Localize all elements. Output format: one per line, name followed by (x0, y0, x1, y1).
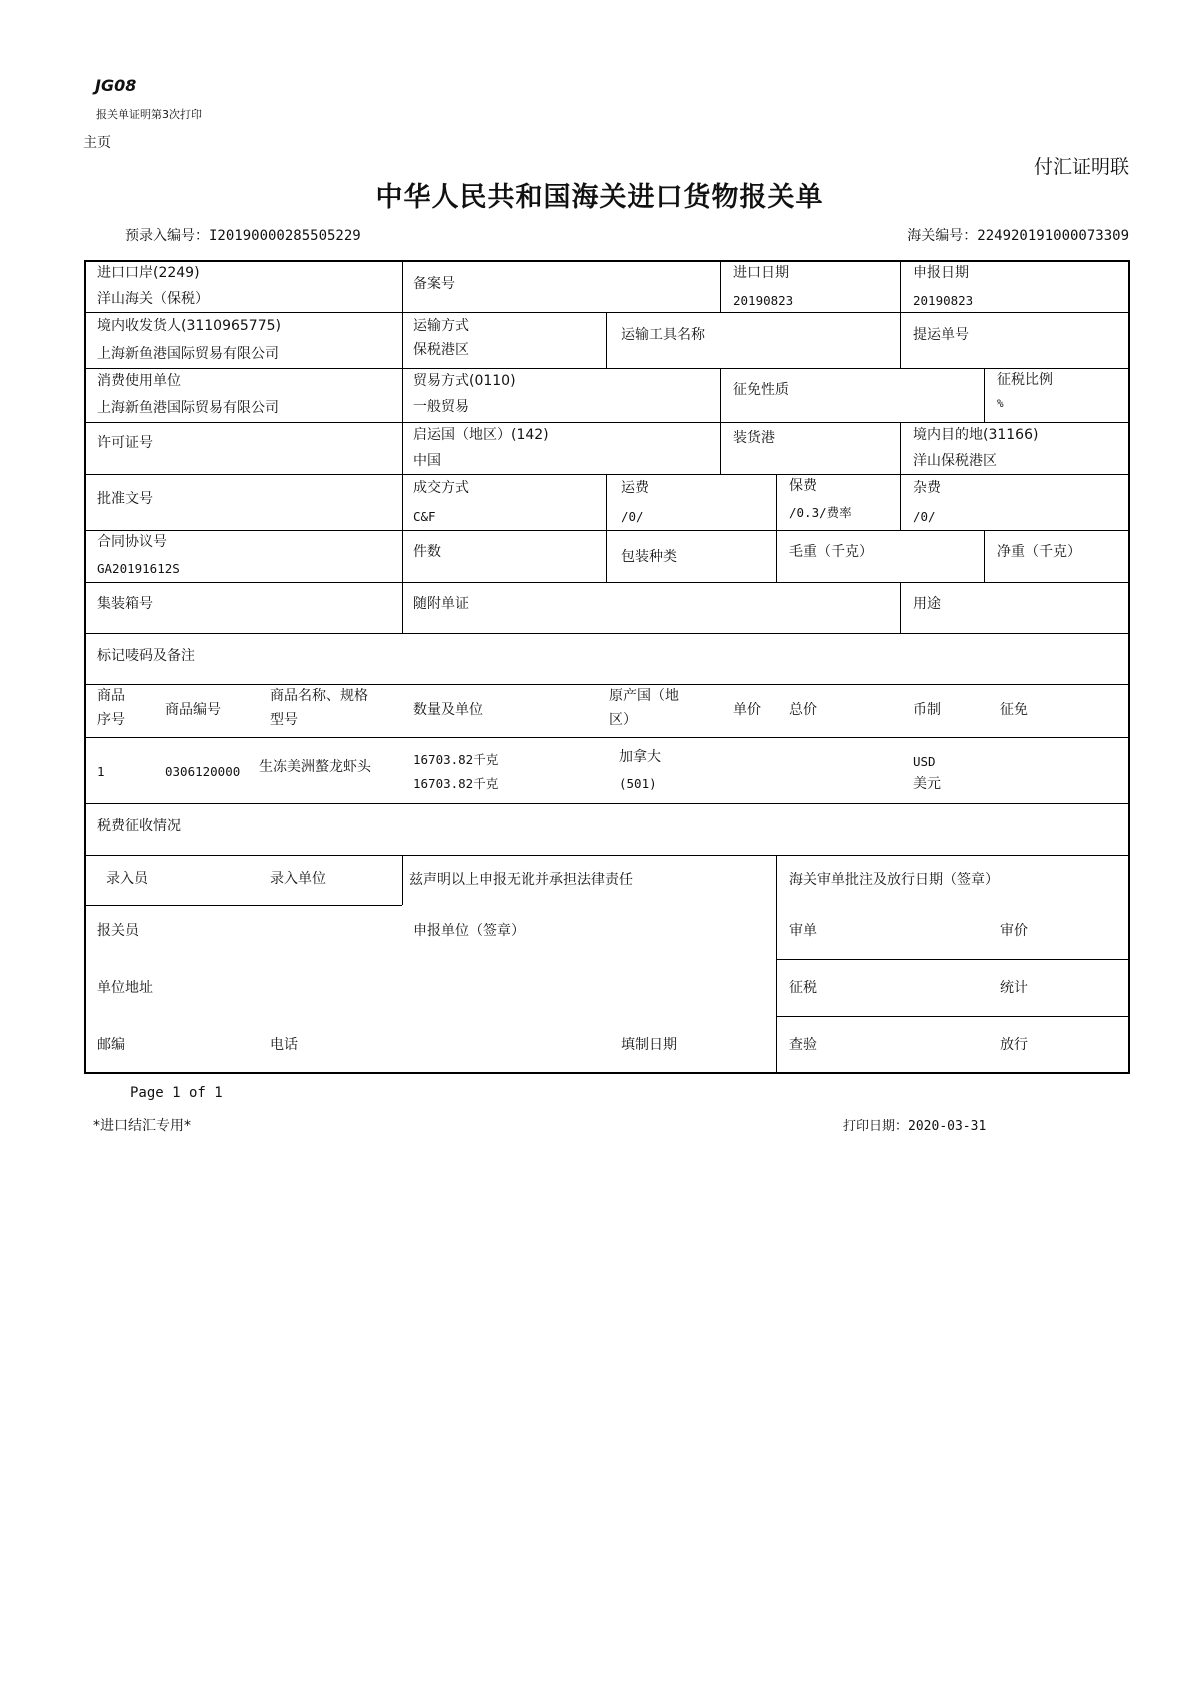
declare-date-value: 20190823 (913, 293, 974, 308)
net-weight-label: 净重（千克） (997, 544, 1081, 560)
entry-unit-label: 录入单位 (270, 871, 326, 887)
review-label: 审单 (789, 923, 817, 939)
insurance-label: 保费 (789, 478, 817, 494)
goods-currency-1: USD (913, 754, 936, 769)
goods-code: 0306120000 (165, 764, 241, 779)
gross-weight-label: 毛重（千克） (789, 544, 873, 560)
goods-header-seq-1: 商品 (97, 688, 125, 704)
customs-approval-label: 海关审单批注及放行日期（签章） (789, 872, 999, 888)
print-date (843, 1115, 986, 1135)
import-date-label: 进口日期 (733, 265, 789, 281)
print-date-label: 打印日期： (843, 1119, 909, 1134)
port-value: 洋山海关（保税） (97, 291, 209, 307)
phone-label: 电话 (270, 1037, 298, 1053)
pre-entry-label: 预录入编号： (125, 228, 209, 244)
tax-ratio-label: 征税比例 (997, 372, 1053, 388)
consumer-label: 消费使用单位 (97, 373, 181, 389)
print-date-value: 2020-03-31 (908, 1119, 987, 1134)
goods-origin-1: 加拿大 (619, 749, 661, 765)
loading-port-label: 装货港 (733, 430, 775, 446)
home-link[interactable]: 主页 (83, 135, 111, 151)
exemption-label: 征免性质 (733, 382, 789, 398)
fill-date-label: 填制日期 (621, 1037, 677, 1053)
customs-no-value: 224920191000073309 (977, 228, 1129, 244)
customs-number (907, 225, 1129, 245)
goods-header-origin-2: 区） (609, 712, 637, 728)
deal-label: 成交方式 (413, 480, 469, 496)
freight-value: /0/ (621, 509, 644, 524)
goods-seq: 1 (97, 764, 105, 779)
page-title: 中华人民共和国海关进口货物报关单 (375, 182, 824, 213)
goods-header-levy: 征免 (1000, 702, 1028, 718)
page-indicator: Page 1 of 1 (130, 1085, 223, 1101)
freight-label: 运费 (621, 480, 649, 496)
goods-header-total-price: 总价 (789, 702, 817, 718)
pieces-label: 件数 (413, 544, 441, 560)
goods-currency-2: 美元 (913, 776, 941, 792)
consignee-value: 上海新鱼港国际贸易有限公司 (97, 346, 279, 362)
misc-label: 杂费 (913, 480, 941, 496)
docs-label: 随附单证 (413, 596, 469, 612)
footer-note: *进口结汇专用* (93, 1118, 191, 1134)
declaration-statement: 兹声明以上申报无讹并承担法律责任 (409, 872, 633, 888)
form-code: JG08 (95, 76, 137, 95)
print-count: 报关单证明第3次打印 (96, 108, 202, 121)
import-date-value: 20190823 (733, 293, 794, 308)
goods-qty-2: 16703.82千克 (413, 776, 499, 791)
pre-entry-value: I20190000285505229 (209, 228, 361, 244)
misc-value: /0/ (913, 509, 936, 524)
address-label: 单位地址 (97, 980, 153, 996)
bill-label: 提运单号 (913, 327, 969, 343)
vehicle-label: 运输工具名称 (621, 327, 705, 343)
origin-country-label: 启运国（地区）(142) (413, 427, 549, 443)
declarant-label: 报关员 (97, 923, 139, 939)
declare-unit-label: 申报单位（签章） (413, 923, 525, 939)
declare-date-label: 申报日期 (913, 265, 969, 281)
consignee-label: 境内收发货人(3110965775) (97, 318, 281, 334)
insurance-value: /0.3/费率 (789, 505, 852, 520)
goods-header-qty: 数量及单位 (413, 702, 483, 718)
trade-label: 贸易方式(0110) (413, 373, 516, 389)
goods-header-origin-1: 原产国（地 (609, 688, 679, 704)
destination-value: 洋山保税港区 (913, 453, 997, 469)
inspect-label: 查验 (789, 1037, 817, 1053)
transport-value: 保税港区 (413, 342, 469, 358)
record-label: 备案号 (413, 276, 455, 292)
entry-clerk-label: 录入员 (106, 871, 148, 887)
contract-label: 合同协议号 (97, 534, 167, 550)
contract-value: GA20191612S (97, 561, 180, 576)
customs-no-label: 海关编号： (907, 228, 978, 244)
declaration-form (84, 260, 1130, 1074)
stats-label: 统计 (1000, 980, 1028, 996)
port-label: 进口口岸(2249) (97, 265, 200, 281)
goods-qty-1: 16703.82千克 (413, 752, 499, 767)
container-label: 集装箱号 (97, 596, 153, 612)
zip-label: 邮编 (97, 1037, 125, 1053)
destination-label: 境内目的地(31166) (913, 427, 1039, 443)
license-label: 许可证号 (97, 435, 153, 451)
consumer-value: 上海新鱼港国际贸易有限公司 (97, 400, 279, 416)
goods-header-code: 商品编号 (165, 702, 221, 718)
transport-label: 运输方式 (413, 318, 469, 334)
origin-country-value: 中国 (413, 453, 441, 469)
goods-header-seq-2: 序号 (97, 712, 125, 728)
copy-type: 付汇证明联 (1033, 156, 1129, 178)
goods-header-unit-price: 单价 (733, 702, 761, 718)
tax-ratio-value: % (997, 397, 1004, 410)
tax-label: 税费征收情况 (97, 818, 181, 834)
goods-header-name-1: 商品名称、规格 (270, 688, 368, 704)
marks-label: 标记唛码及备注 (97, 648, 195, 664)
goods-origin-2: (501) (619, 776, 657, 791)
approval-label: 批准文号 (97, 491, 153, 507)
package-label: 包装种类 (621, 549, 677, 565)
goods-header-name-2: 型号 (270, 712, 298, 728)
purpose-label: 用途 (913, 596, 941, 612)
price-review-label: 审价 (1000, 923, 1028, 939)
deal-value: C&F (413, 509, 436, 524)
trade-value: 一般贸易 (413, 399, 469, 415)
release-label: 放行 (1000, 1037, 1028, 1053)
goods-name: 生冻美洲螯龙虾头 (259, 759, 371, 775)
goods-header-currency: 币制 (913, 702, 941, 718)
pre-entry-number (125, 225, 361, 245)
levy-tax-label: 征税 (789, 980, 817, 996)
